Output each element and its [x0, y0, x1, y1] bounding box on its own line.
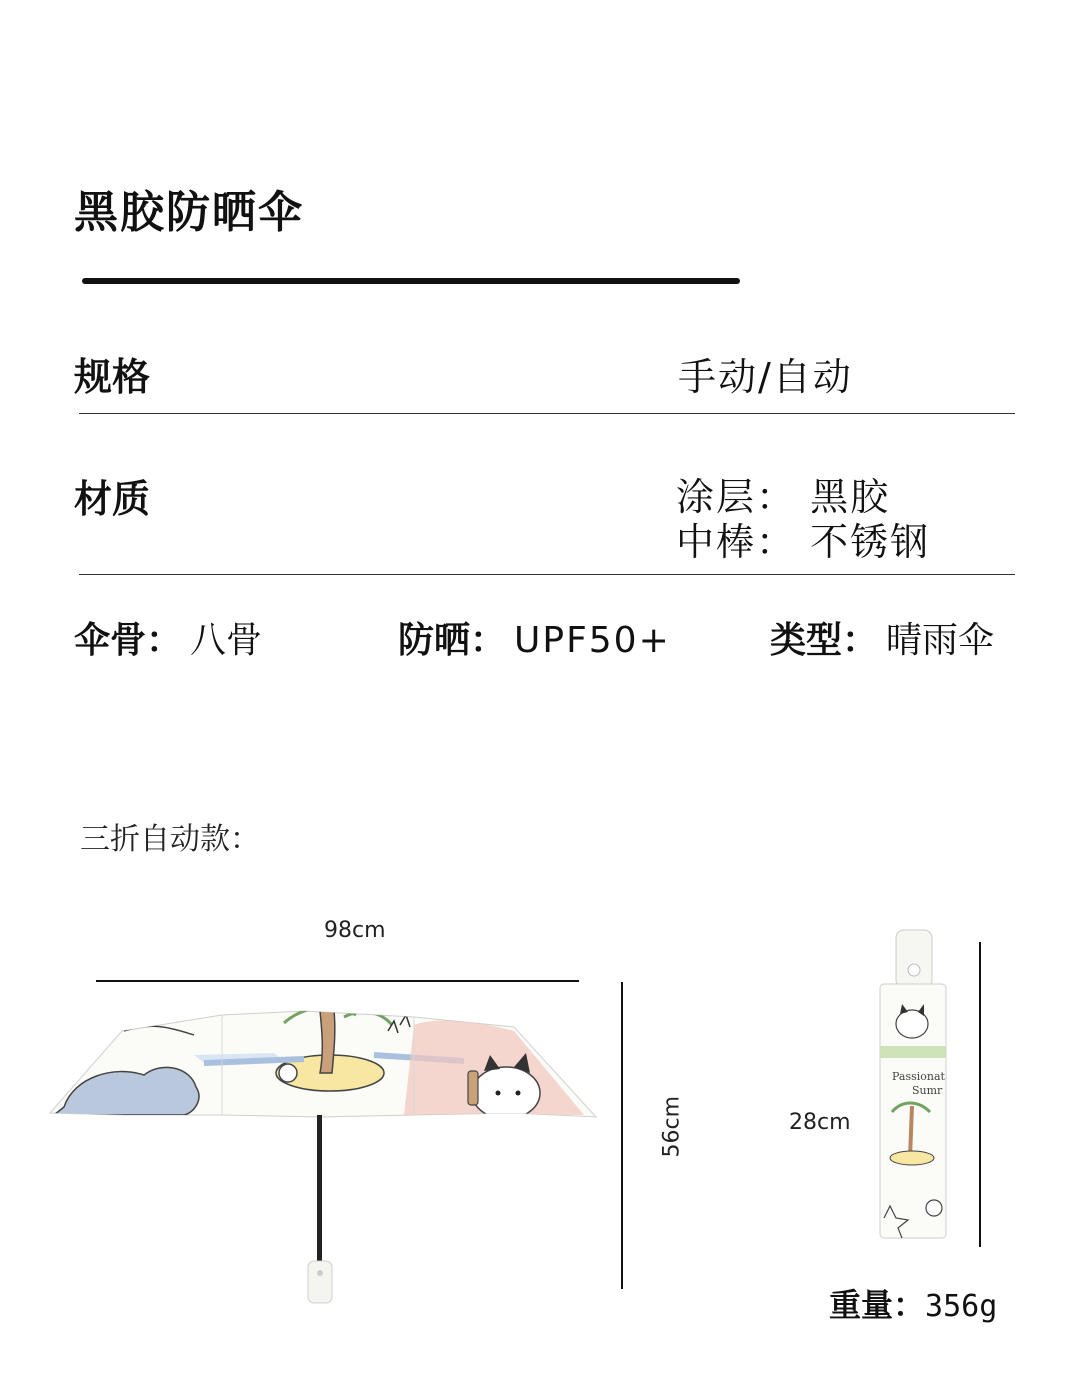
coating-value: 涂层： 黑胶 [676, 475, 891, 519]
width-dimension: 98cm [324, 918, 386, 943]
shaft-value: 中棒： 不锈钢 [676, 520, 931, 564]
folded-dimension: 28cm [789, 1110, 851, 1135]
title-underline [82, 278, 740, 284]
weight-value: 356g [925, 1289, 998, 1324]
divider [79, 413, 1015, 414]
feature-label: 防晒： [398, 620, 507, 661]
material-label: 材质 [74, 477, 151, 521]
print-text: Sumr [912, 1084, 943, 1097]
feature-upf [398, 612, 671, 663]
folded-height-line [979, 942, 981, 1247]
size-label: 规格 [74, 355, 151, 399]
divider [79, 574, 1015, 575]
page-title: 黑胶防晒伞 [74, 187, 304, 238]
feature-value: 八骨 [190, 620, 263, 661]
variant-title: 三折自动款： [80, 822, 260, 857]
weight-label: 重量： [829, 1286, 926, 1324]
feature-value: UPF50+ [514, 620, 671, 661]
height-line [621, 982, 623, 1289]
feature-label: 类型： [770, 620, 879, 661]
feature-ribs [74, 612, 262, 663]
print-text: Passionat [892, 1070, 945, 1083]
feature-label: 伞骨： [74, 620, 183, 661]
width-line [96, 980, 579, 982]
feature-value: 晴雨伞 [886, 620, 995, 661]
weight [829, 1280, 997, 1326]
folded-umbrella-image [872, 928, 952, 1240]
open-umbrella-image [44, 995, 604, 1310]
feature-type [770, 612, 994, 663]
height-dimension: 56cm [659, 1095, 685, 1158]
size-value: 手动/自动 [678, 355, 853, 399]
